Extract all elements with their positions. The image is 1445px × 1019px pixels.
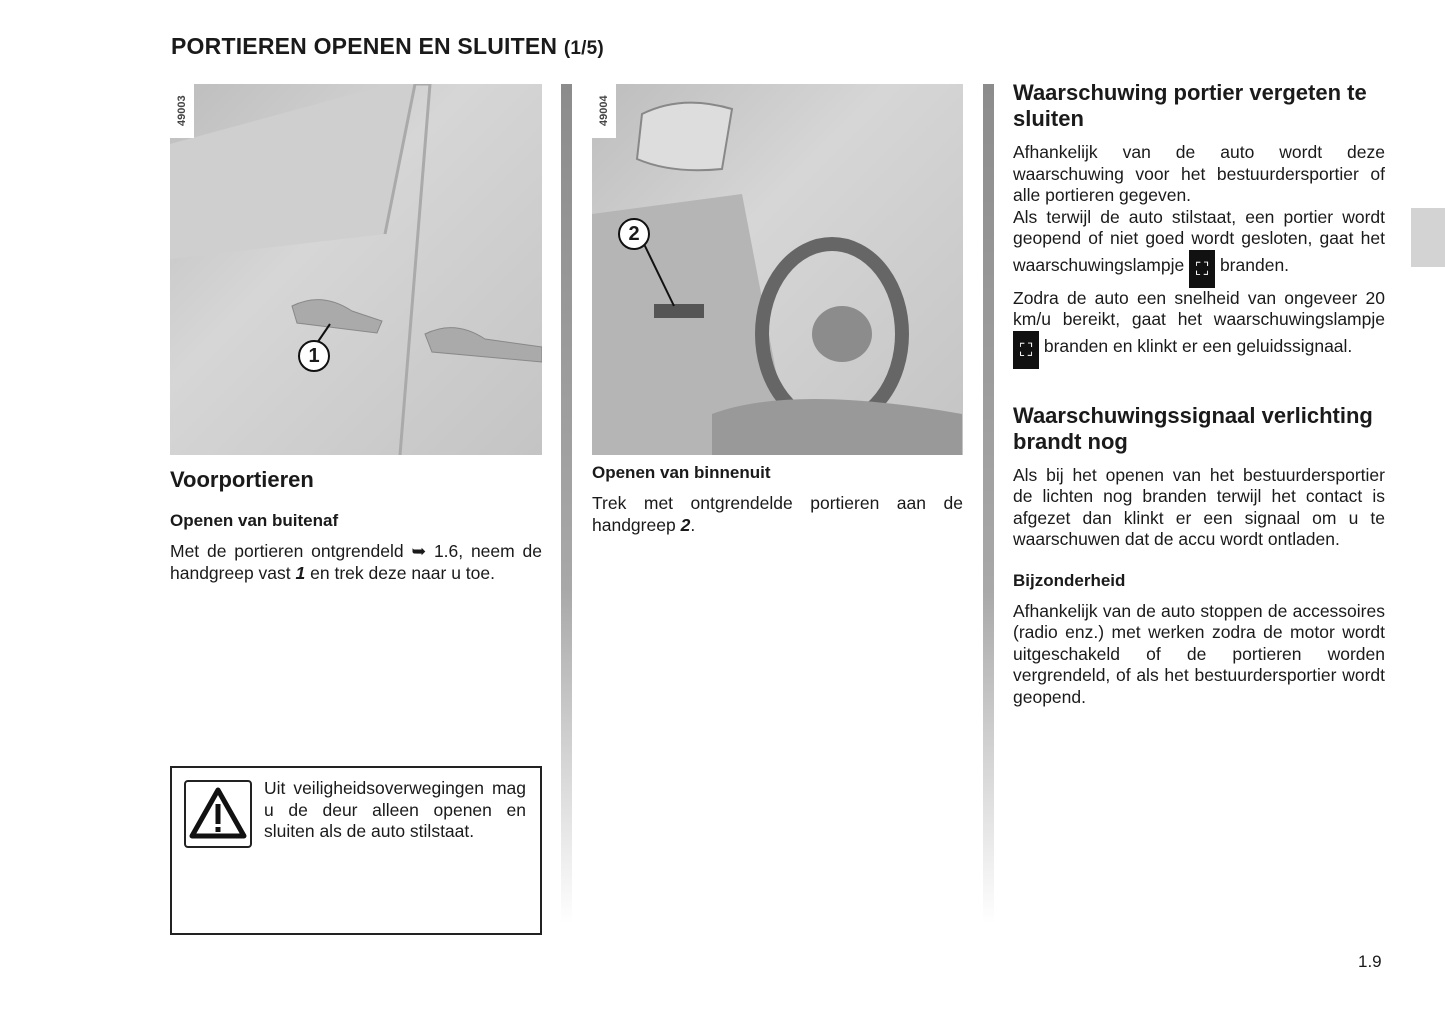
- arrow-icon: ➥: [411, 541, 427, 561]
- ref: 2: [680, 514, 691, 535]
- ref: 1: [295, 562, 306, 583]
- right-column: [1013, 80, 1385, 708]
- door-exterior-image: [170, 84, 542, 455]
- subheading: Bijzonderheid: [1013, 570, 1126, 590]
- column-divider: [983, 84, 994, 924]
- section-heading: Voorportieren: [170, 467, 314, 492]
- paragraph: [170, 541, 542, 584]
- page-number: 1.9: [1358, 952, 1382, 971]
- interior-illustration: [592, 84, 963, 455]
- page-title: [171, 33, 604, 60]
- text: branden en klinkt er een geluidssignaal.: [1043, 335, 1353, 356]
- text: en trek deze naar u toe.: [310, 562, 495, 583]
- image-number: 49004: [592, 84, 616, 138]
- text: Zodra de auto een snelheid van ongeveer 20 km/u bereikt, gaat het waarschuwingslampje: [1013, 287, 1385, 329]
- subheading: Openen van binnenuit: [592, 463, 771, 482]
- text: 1.6, neem de handgreep vast: [170, 541, 543, 583]
- section-heading: Waarschuwingssignaal verlichting brandt nog: [1013, 402, 1373, 454]
- warning-box: [170, 766, 542, 935]
- callout-1: 1: [298, 340, 330, 372]
- door-open-warning-icon: ⛶: [1189, 250, 1215, 288]
- column-divider: [561, 84, 572, 924]
- text: Trek met ontgrendelde portieren aan de handgreep: [592, 493, 963, 535]
- paragraph: Afhankelijk van de auto stoppen de accessoires (radio enz.) met werken zodra de motor wordt uitgeschakeld of de portieren worden vergrendeld, of als het bestuurdersportier wordt geopend.: [1013, 600, 1385, 707]
- chapter-tab: [1411, 208, 1445, 267]
- section-heading: Waarschuwing portier vergeten te sluiten: [1013, 80, 1367, 131]
- door-open-warning-icon: ⛶: [1013, 331, 1039, 369]
- text: Als terwijl de auto stilstaat, een portier wordt geopend of niet goed wordt gesloten, gaat het waarschuwingslampje: [1013, 206, 1385, 275]
- subheading: Openen van buitenaf: [170, 511, 339, 530]
- callout-2: 2: [618, 218, 650, 250]
- warning-text: Uit veiligheidsoverwegingen mag u de deur alleen openen en sluiten als de auto stilstaat.: [264, 778, 526, 841]
- left-column: [170, 84, 542, 584]
- middle-column: [592, 84, 963, 536]
- image-number: 49003: [170, 84, 194, 138]
- paragraph: [1013, 288, 1385, 369]
- text: Met de portieren ontgrendeld: [170, 541, 404, 561]
- text: branden.: [1219, 254, 1290, 275]
- door-interior-image: [592, 84, 963, 455]
- text: .: [690, 514, 696, 535]
- paragraph: [592, 493, 963, 536]
- paragraph: Afhankelijk van de auto wordt deze waarschuwing voor het bestuurdersportier of alle portieren gegeven.: [1013, 142, 1385, 205]
- title-text: PORTIEREN OPENEN EN SLUITEN: [171, 33, 558, 59]
- warning-triangle-icon: [184, 780, 252, 848]
- paragraph: [1013, 207, 1385, 288]
- door-illustration: [170, 84, 542, 455]
- title-part: (1/5): [563, 38, 604, 59]
- paragraph: Als bij het openen van het bestuurdersportier de lichten nog branden terwijl het contact is afgezet dan klinkt er een signaal om u te waarschuwen dat de accu wordt ontladen.: [1013, 464, 1385, 549]
